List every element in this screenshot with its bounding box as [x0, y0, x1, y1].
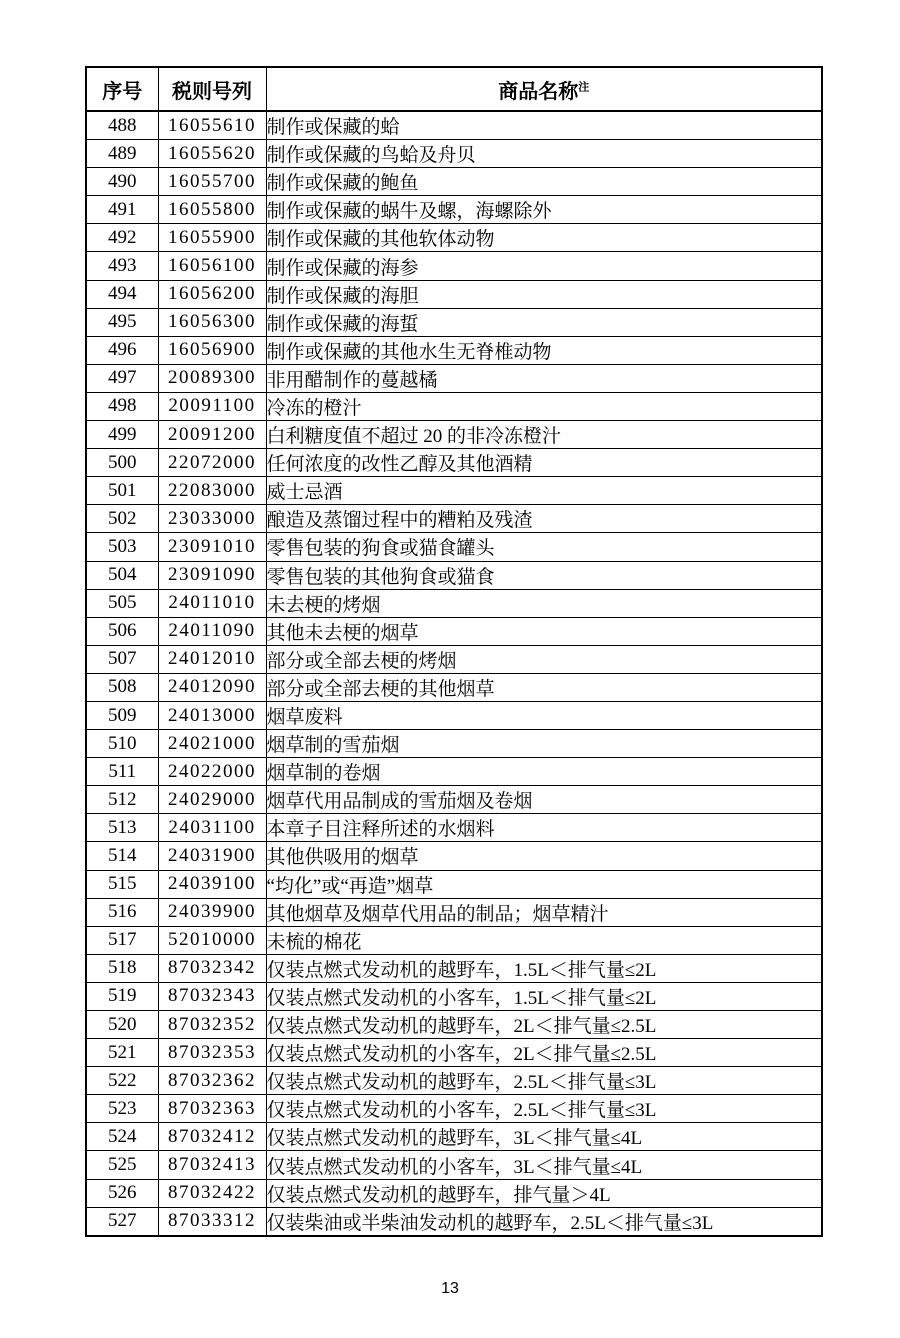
- name-cell: 零售包装的其他狗食或猫食: [266, 561, 822, 589]
- code-cell: 87032362: [158, 1067, 266, 1095]
- serial-cell: 503: [86, 533, 158, 561]
- col-header-serial: [86, 67, 158, 111]
- name-cell: 制作或保藏的蜗牛及螺，海螺除外: [266, 196, 822, 224]
- serial-cell: 524: [86, 1123, 158, 1151]
- table-row: [86, 252, 822, 280]
- serial-cell: 522: [86, 1067, 158, 1095]
- code-cell: 16055620: [158, 140, 266, 168]
- code-cell: 23091090: [158, 561, 266, 589]
- name-cell: 制作或保藏的其他水生无脊椎动物: [266, 336, 822, 364]
- name-cell: 烟草制的卷烟: [266, 758, 822, 786]
- serial-cell: 493: [86, 252, 158, 280]
- footnote-marker: 注: [578, 80, 590, 93]
- table-row: [86, 533, 822, 561]
- table-row: [86, 954, 822, 982]
- table-row: [86, 842, 822, 870]
- table-row: [86, 1067, 822, 1095]
- name-cell: 仅装点燃式发动机的越野车，3L＜排气量≤4L: [266, 1123, 822, 1151]
- serial-cell: 501: [86, 477, 158, 505]
- table-row: [86, 617, 822, 645]
- code-cell: 87032413: [158, 1151, 266, 1179]
- page-number: 13: [441, 1280, 459, 1297]
- name-cell: 冷冻的橙汁: [266, 392, 822, 420]
- name-cell: 未去梗的烤烟: [266, 589, 822, 617]
- code-cell: 16056900: [158, 336, 266, 364]
- code-cell: 20089300: [158, 364, 266, 392]
- serial-cell: 488: [86, 111, 158, 140]
- serial-cell: 525: [86, 1151, 158, 1179]
- code-cell: 52010000: [158, 926, 266, 954]
- table-row: [86, 1207, 822, 1236]
- serial-cell: 526: [86, 1179, 158, 1207]
- serial-cell: 520: [86, 1011, 158, 1039]
- table-row: [86, 786, 822, 814]
- table-row: [86, 870, 822, 898]
- name-cell: 烟草代用品制成的雪茄烟及卷烟: [266, 786, 822, 814]
- name-cell: 零售包装的狗食或猫食罐头: [266, 533, 822, 561]
- col-header-serial-label: 序号: [102, 80, 143, 103]
- code-cell: 87032353: [158, 1039, 266, 1067]
- code-cell: 16055900: [158, 224, 266, 252]
- name-cell: 仅装点燃式发动机的小客车，2.5L＜排气量≤3L: [266, 1095, 822, 1123]
- serial-cell: 517: [86, 926, 158, 954]
- name-cell: 任何浓度的改性乙醇及其他酒精: [266, 449, 822, 477]
- table-row: [86, 477, 822, 505]
- serial-cell: 509: [86, 701, 158, 729]
- name-cell: 白利糖度值不超过 20 的非冷冻橙汁: [266, 421, 822, 449]
- table-row: [86, 758, 822, 786]
- name-cell: 制作或保藏的海胆: [266, 280, 822, 308]
- code-cell: 16056100: [158, 252, 266, 280]
- table-row: [86, 1123, 822, 1151]
- table-row: [86, 673, 822, 701]
- table-row: [86, 589, 822, 617]
- table-row: [86, 111, 822, 140]
- table-row: [86, 645, 822, 673]
- serial-cell: 494: [86, 280, 158, 308]
- name-cell: 仅装点燃式发动机的越野车，2L＜排气量≤2.5L: [266, 1011, 822, 1039]
- serial-cell: 511: [86, 758, 158, 786]
- table-row: [86, 1039, 822, 1067]
- name-cell: 烟草废料: [266, 701, 822, 729]
- name-cell: 仅装点燃式发动机的小客车，2L＜排气量≤2.5L: [266, 1039, 822, 1067]
- serial-cell: 518: [86, 954, 158, 982]
- table-row: [86, 701, 822, 729]
- table-row: [86, 364, 822, 392]
- table-row: [86, 1095, 822, 1123]
- serial-cell: 513: [86, 814, 158, 842]
- name-cell: “均化”或“再造”烟草: [266, 870, 822, 898]
- serial-cell: 507: [86, 645, 158, 673]
- header-row: [86, 67, 822, 111]
- table-row: [86, 280, 822, 308]
- serial-cell: 491: [86, 196, 158, 224]
- code-cell: 23033000: [158, 505, 266, 533]
- col-header-code-label: 税则号列: [172, 80, 252, 103]
- code-cell: 87032342: [158, 954, 266, 982]
- serial-cell: 512: [86, 786, 158, 814]
- serial-cell: 498: [86, 392, 158, 420]
- code-cell: 24013000: [158, 701, 266, 729]
- name-cell: 仅装点燃式发动机的小客车，1.5L＜排气量≤2L: [266, 982, 822, 1010]
- table-row: [86, 1151, 822, 1179]
- name-cell: 未梳的棉花: [266, 926, 822, 954]
- code-cell: 24039100: [158, 870, 266, 898]
- serial-cell: 499: [86, 421, 158, 449]
- code-cell: 20091100: [158, 392, 266, 420]
- code-cell: 24022000: [158, 758, 266, 786]
- table-row: [86, 421, 822, 449]
- name-cell: 本章子目注释所述的水烟料: [266, 814, 822, 842]
- serial-cell: 521: [86, 1039, 158, 1067]
- table-row: [86, 140, 822, 168]
- serial-cell: 490: [86, 168, 158, 196]
- table-row: [86, 392, 822, 420]
- serial-cell: 489: [86, 140, 158, 168]
- table-row: [86, 926, 822, 954]
- code-cell: 24039900: [158, 898, 266, 926]
- name-cell: 仅装点燃式发动机的越野车，排气量＞4L: [266, 1179, 822, 1207]
- serial-cell: 516: [86, 898, 158, 926]
- table-row: [86, 898, 822, 926]
- col-header-name: [266, 67, 822, 111]
- code-cell: 87033312: [158, 1207, 266, 1236]
- code-cell: 24011010: [158, 589, 266, 617]
- name-cell: 仅装点燃式发动机的越野车，2.5L＜排气量≤3L: [266, 1067, 822, 1095]
- name-cell: 制作或保藏的鸟蛤及舟贝: [266, 140, 822, 168]
- code-cell: 24031900: [158, 842, 266, 870]
- serial-cell: 514: [86, 842, 158, 870]
- name-cell: 其他未去梗的烟草: [266, 617, 822, 645]
- serial-cell: 508: [86, 673, 158, 701]
- code-cell: 87032343: [158, 982, 266, 1010]
- serial-cell: 492: [86, 224, 158, 252]
- name-cell: 部分或全部去梗的烤烟: [266, 645, 822, 673]
- table-row: [86, 1179, 822, 1207]
- code-cell: 22083000: [158, 477, 266, 505]
- serial-cell: 506: [86, 617, 158, 645]
- code-cell: 16055800: [158, 196, 266, 224]
- table-row: [86, 1011, 822, 1039]
- code-cell: 16056300: [158, 308, 266, 336]
- name-cell: 其他烟草及烟草代用品的制品；烟草精汁: [266, 898, 822, 926]
- table-row: [86, 561, 822, 589]
- serial-cell: 504: [86, 561, 158, 589]
- name-cell: 仅装柴油或半柴油发动机的越野车，2.5L＜排气量≤3L: [266, 1207, 822, 1236]
- table-row: [86, 982, 822, 1010]
- name-cell: 制作或保藏的其他软体动物: [266, 224, 822, 252]
- code-cell: 24029000: [158, 786, 266, 814]
- code-cell: 24011090: [158, 617, 266, 645]
- table-row: [86, 308, 822, 336]
- code-cell: 16055610: [158, 111, 266, 140]
- code-cell: 16056200: [158, 280, 266, 308]
- serial-cell: 497: [86, 364, 158, 392]
- serial-cell: 523: [86, 1095, 158, 1123]
- name-cell: 威士忌酒: [266, 477, 822, 505]
- code-cell: 20091200: [158, 421, 266, 449]
- code-cell: 23091010: [158, 533, 266, 561]
- name-cell: 其他供吸用的烟草: [266, 842, 822, 870]
- name-cell: 制作或保藏的鲍鱼: [266, 168, 822, 196]
- table-body: [86, 111, 822, 1236]
- table-row: [86, 224, 822, 252]
- code-cell: 24031100: [158, 814, 266, 842]
- name-cell: 仅装点燃式发动机的越野车，1.5L＜排气量≤2L: [266, 954, 822, 982]
- table-row: [86, 730, 822, 758]
- name-cell: 制作或保藏的蛤: [266, 111, 822, 140]
- code-cell: 87032412: [158, 1123, 266, 1151]
- serial-cell: 502: [86, 505, 158, 533]
- code-cell: 16055700: [158, 168, 266, 196]
- table-row: [86, 814, 822, 842]
- serial-cell: 500: [86, 449, 158, 477]
- serial-cell: 496: [86, 336, 158, 364]
- code-cell: 24021000: [158, 730, 266, 758]
- code-cell: 87032352: [158, 1011, 266, 1039]
- code-cell: 24012090: [158, 673, 266, 701]
- name-cell: 烟草制的雪茄烟: [266, 730, 822, 758]
- col-header-code: [158, 67, 266, 111]
- name-cell: 酿造及蒸馏过程中的糟粕及残渣: [266, 505, 822, 533]
- serial-cell: 510: [86, 730, 158, 758]
- table-row: [86, 196, 822, 224]
- name-cell: 仅装点燃式发动机的小客车，3L＜排气量≤4L: [266, 1151, 822, 1179]
- serial-cell: 505: [86, 589, 158, 617]
- name-cell: 非用醋制作的蔓越橘: [266, 364, 822, 392]
- code-cell: 24012010: [158, 645, 266, 673]
- tariff-commodity-table: [85, 66, 823, 1237]
- table-header: [86, 67, 822, 111]
- name-cell: 制作或保藏的海蜇: [266, 308, 822, 336]
- table-row: [86, 505, 822, 533]
- serial-cell: 527: [86, 1207, 158, 1236]
- col-header-name-label: 商品名称: [498, 80, 579, 103]
- table-row: [86, 336, 822, 364]
- name-cell: 部分或全部去梗的其他烟草: [266, 673, 822, 701]
- code-cell: 87032422: [158, 1179, 266, 1207]
- code-cell: 22072000: [158, 449, 266, 477]
- serial-cell: 519: [86, 982, 158, 1010]
- name-cell: 制作或保藏的海参: [266, 252, 822, 280]
- serial-cell: 515: [86, 870, 158, 898]
- serial-cell: 495: [86, 308, 158, 336]
- table-row: [86, 449, 822, 477]
- code-cell: 87032363: [158, 1095, 266, 1123]
- table-row: [86, 168, 822, 196]
